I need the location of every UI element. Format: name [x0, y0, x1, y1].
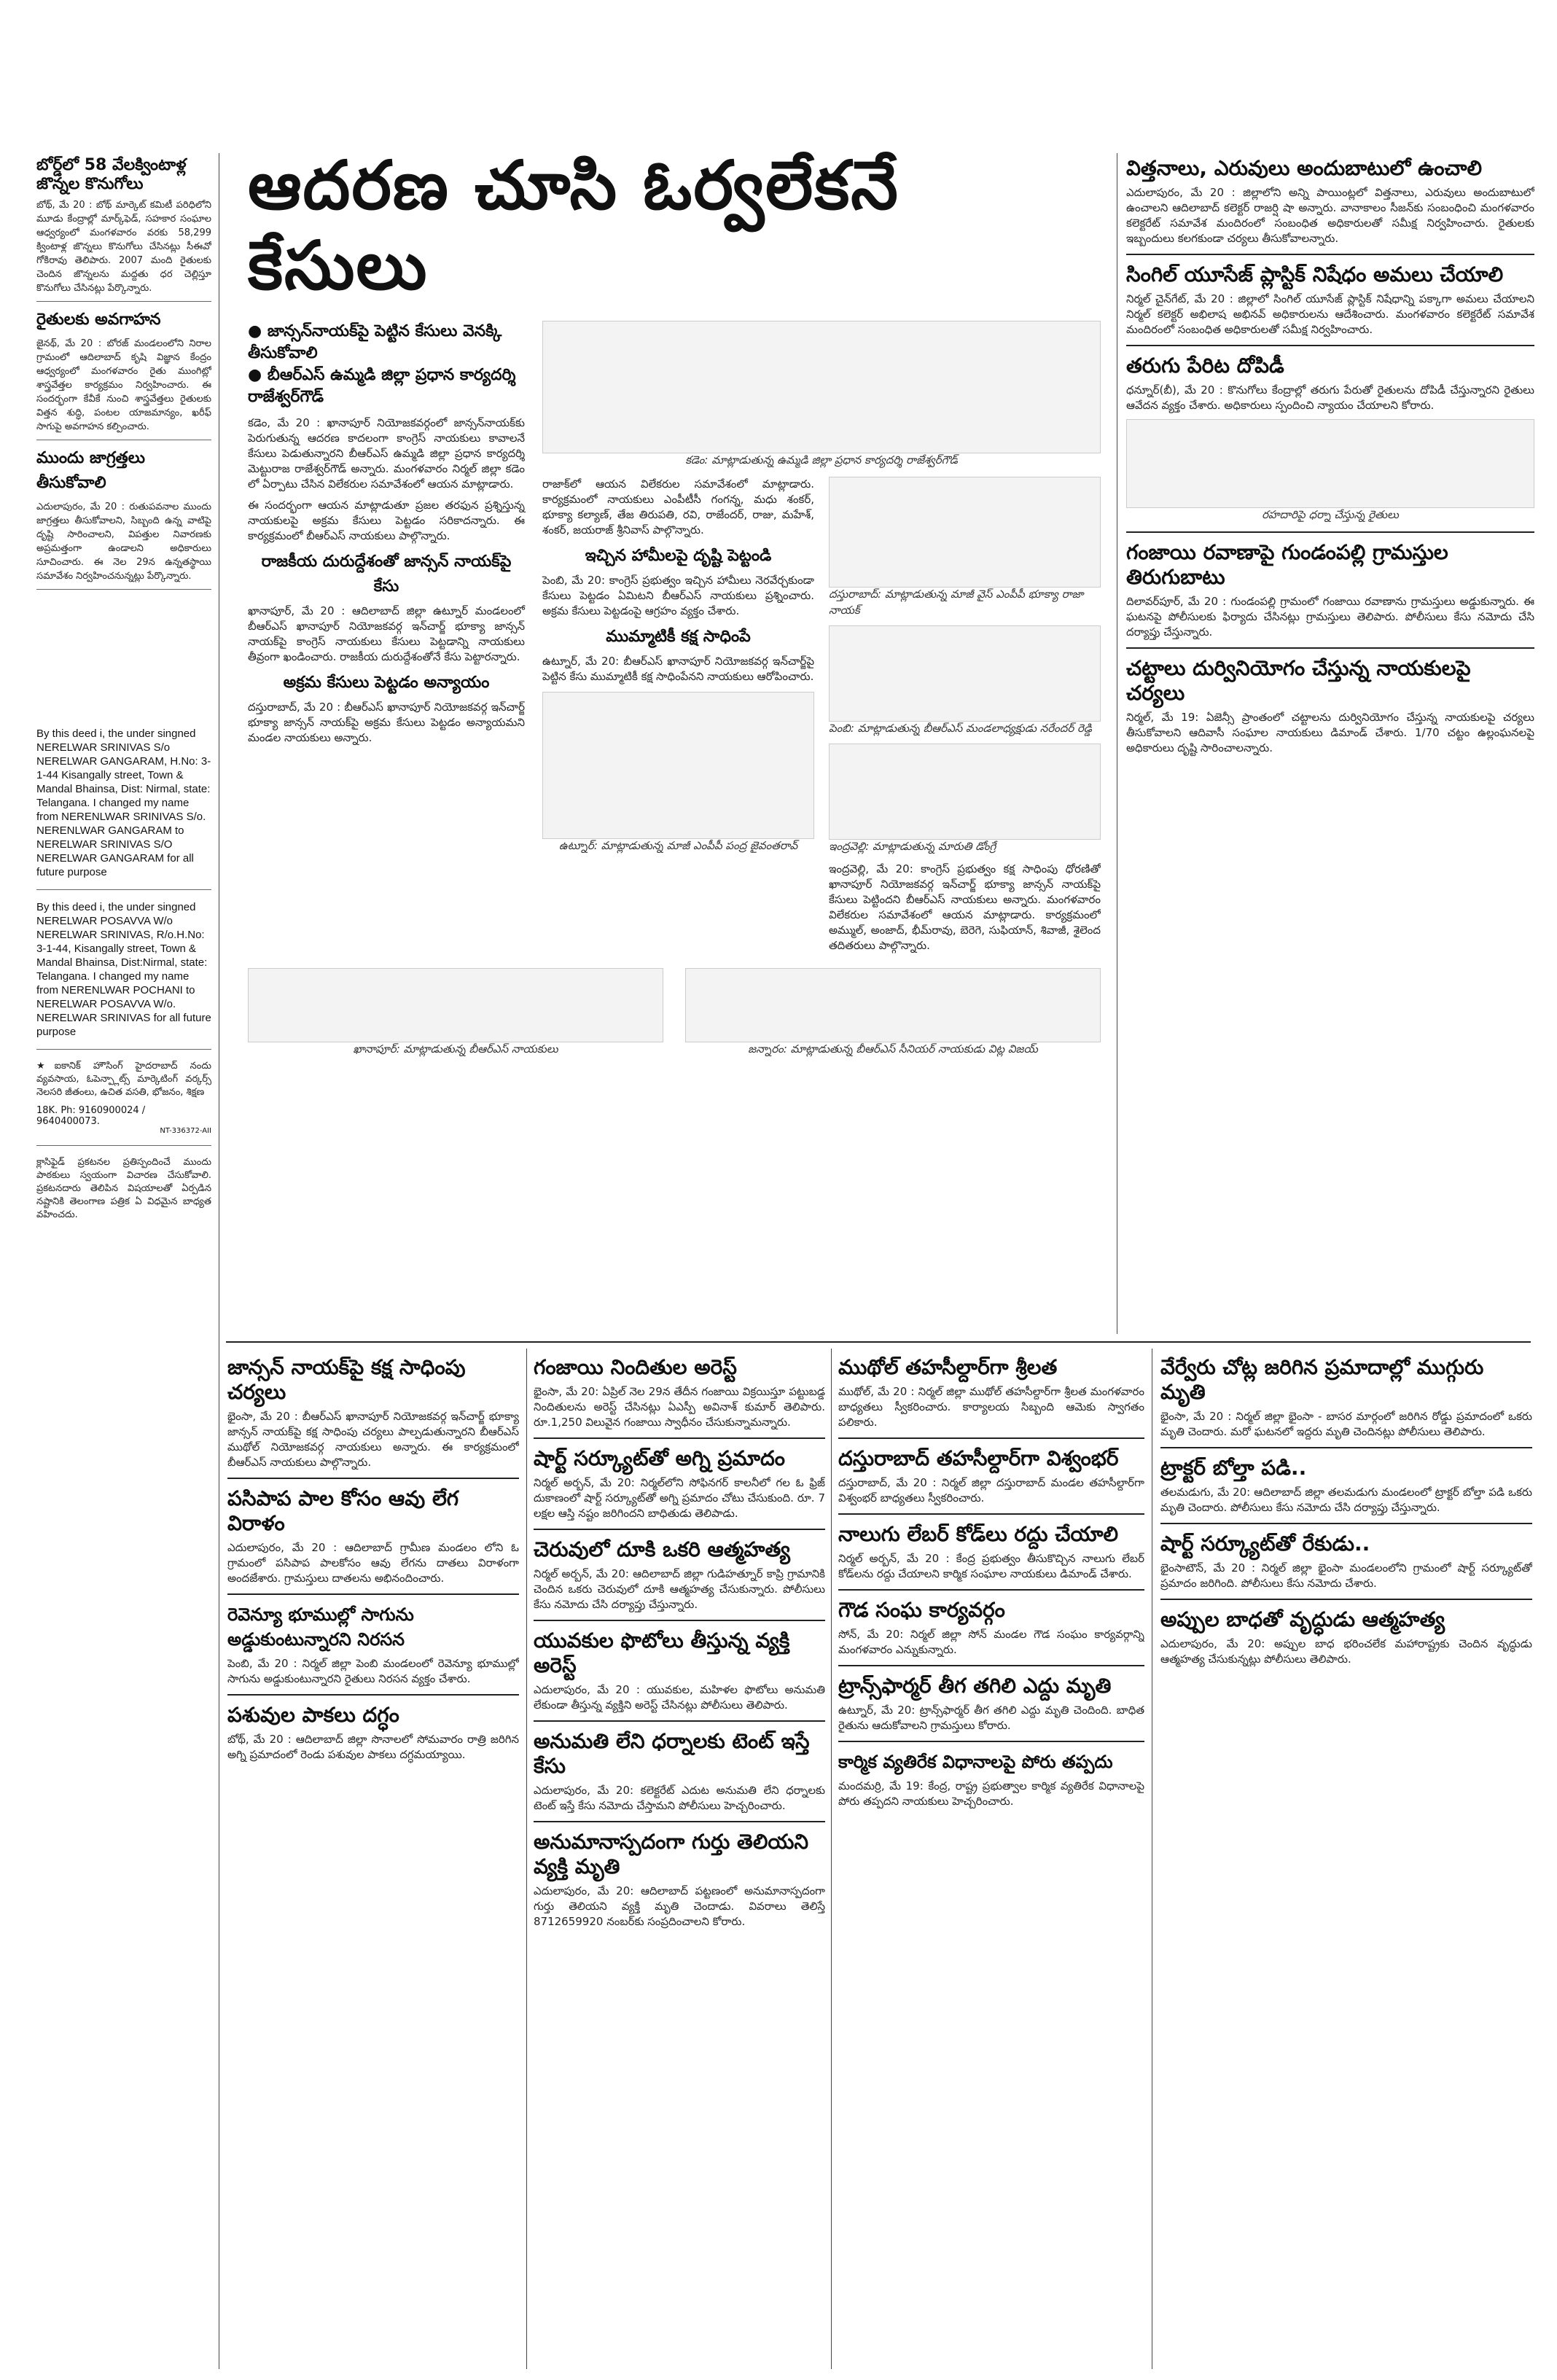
b4-headline-1: వేర్వేరు చోట్ల జరిగిన ప్రమాదాల్లో ముగ్గురు మృతి — [1160, 1355, 1484, 1404]
b3-headline-3: నాలుగు లేబర్ కోడ్‌లు రద్దు చేయాలి — [838, 1522, 1119, 1546]
main-para-3: ఖానాపూర్, మే 20 : ఆదిలాబాద్ జిల్లా ఉట్నూర్ మండలంలో బీఆర్ఎస్ ఖానాపూర్ నియోజకవర్గ ఇన్‌చార్జ్ భూక్యా జాన్సన్ నాయక్‌పై కాంగ్రెస్ నాయకులు కేసులు పెట్టడాన్ని నాయకులు తీవ్రంగా ఖండించారు. రాజకీయ దురుద్దేశంతోనే కేసు పెట్టారన్నారు. — [248, 604, 525, 663]
left-body-3: ఎదులాపురం, మే 20 : రుతుపవనాల ముందు జాగ్రత్తలు తీసుకోవాలని, సిబ్బంది ఉన్న వాటిపై దృష్టి సారించాలని, విపత్తుల నివారణకు అప్రమత్తంగా ఉండాలని అధికారులు సూచించారు. ఈ నెల 29న ఉన్నతస్థాయి సమావేశం నిర్వహించనున్నట్లు పేర్కొన్నారు. — [36, 502, 211, 582]
caption-utnoor: ఉట్నూర్: మాట్లాడుతున్న మాజీ ఎంపీపీ పంద్ర జైవంతరావ్ — [558, 839, 798, 852]
col2-para-3: ఉట్నూర్, మే 20: బీఆర్ఎస్ ఖానాపూర్ నియోజకవర్గ ఇన్‌చార్జ్‌పై పెట్టిన కేసు ముమ్మాటికీ కక్ష సాధింపేనని నాయకులు ఆరోపించారు. — [542, 655, 814, 683]
b3-headline-1: ముథోల్ తహసీల్దార్‌గా శ్రీలత — [838, 1355, 1058, 1379]
b3-body-4: సోన్, మే 20: నిర్మల్ జిల్లా సోన్ మండల గౌడ సంఘం కార్యవర్గాన్ని మంగళవారం ఎన్నుకున్నారు. — [838, 1628, 1144, 1656]
column-rule — [526, 1349, 527, 2369]
b4-body-1: భైంసా, మే 20 : నిర్మల్ జిల్లా భైంసా - బాసర మార్గంలో జరిగిన రోడ్డు ప్రమాదంలో ఒకరు మృతి చెందారు. మరో ఘటనలో ఇద్దరు మృతి చెందినట్లు పోలీసులు తెలిపారు. — [1160, 1410, 1532, 1438]
b1-headline-2: పసిపాప పాల కోసం ఆవు లేగ విరాళం — [227, 1486, 459, 1535]
photo-jannaram — [685, 968, 1101, 1042]
section-divider — [226, 1341, 1531, 1343]
right-body-2: నిర్మల్ చైన్‌గేట్, మే 20 : జిల్లాలో సింగిల్ యూసేజ్ ప్లాస్టిక్ నిషేధాన్ని పక్కాగా అమలు చేయాలని నిర్మల్ కలెక్టర్ అభిలాష అభినవ్ అధికారులను ఆదేశించారు. మంగళవారం కలెక్టరేట్ సమావేశ మందిరంలో సంబంధిత అధికారులతో సమీక్ష నిర్వహించారు. — [1126, 292, 1534, 336]
photo-dasturabad — [829, 477, 1101, 588]
b4-headline-3: షార్ట్ సర్క్యూట్‌తో రేకుడు.. — [1160, 1532, 1370, 1556]
col3-para: ఇంద్రవెల్లి, మే 20: కాంగ్రెస్ ప్రభుత్వం కక్ష సాధింపు ధోరణితో ఖానాపూర్ నియోజకవర్గ ఇన్‌చార్జ్ భూక్యా జాన్సన్ నాయక్‌పై కేసులు పెట్టిందని బీఆర్ఎస్ నాయకులు అన్నారు. మంగళవారం విలేకరుల సమావేశంలో ఆయన మాట్లాడారు. కార్యక్రమంలో అమ్ముల్, అంజాద్, భీమ్‌రావు, బెరెగె, సుఫియాన్, శివాజీ, శైలెంద తదితరులు పాల్గొన్నారు. — [829, 862, 1101, 952]
b2-headline-4: యువకుల ఫొటోలు తీస్తున్న వ్యక్తి అరెస్ట్ — [534, 1628, 790, 1677]
b2-headline-3: చెరువులో దూకి ఒకరి ఆత్మహత్య — [534, 1537, 790, 1561]
b1-body-4: బోథ్, మే 20 : ఆదిలాబాద్ జిల్లా సొనాలలో సోమవారం రాత్రి జరిగిన అగ్ని ప్రమాదంలో రెండు పశువుల పాకలు దగ్ధమయ్యాయి. — [227, 1733, 519, 1761]
b3-body-5: ఉట్నూర్, మే 20: ట్రాన్స్‌ఫార్మర్ తీగ తగిలి ఎద్దు మృతి చెందింది. బాధిత రైతును ఆదుకోవాలని గ్రామస్తులు కోరారు. — [838, 1704, 1144, 1732]
col2-sub-1: ఇచ్చిన హామీలపై దృష్టి పెట్టండి — [585, 547, 772, 565]
b2-body-1: భైంసా, మే 20: ఏప్రిల్ నెల 29న తేదీన గంజాయి విక్రయిస్తూ పట్టుబడ్డ నిందితులను అరెస్ట్ చేసినట్లు ఏఎస్పీ అవినాశ్ కుమార్ తెలిపారు. రూ.1,250 విలువైన గంజాయి స్వాధీనం చేసుకున్నామన్నారు. — [534, 1385, 825, 1429]
b1-body-2: ఎదులాపురం, మే 20 : ఆదిలాబాద్ గ్రామీణ మండలం లోని ఓ గ్రామంలో పసిపాప పాలకోసం ఆవు లేగను దాతలు విరాళంగా అందజేశారు. గ్రామస్తులు దాతలను అభినందించారు. — [227, 1541, 519, 1585]
b3-body-2: దస్తురాబాద్, మే 20 : నిర్మల్ జిల్లా దస్తురాబాద్ మండల తహసీల్దార్‌గా విశ్వంభర్ బాధ్యతలు స్వీకరించారు. — [838, 1476, 1144, 1505]
b2-body-6: ఎదులాపురం, మే 20: ఆదిలాబాద్ పట్టణంలో అనుమానాస్పదంగా గుర్తు తెలియని వ్యక్తి మృతి చెందాడు. వివరాలు తెలిస్తే 8712659920 నంబర్‌కు సంప్రదించాలని కోరారు. — [534, 1884, 825, 1928]
caption-kadem: కడెం: మాట్లాడుతున్న ఉమ్మడి జిల్లా ప్రధాన కార్యదర్శి రాజేశ్వర్‌గౌడ్ — [685, 453, 958, 467]
right-body-5: నిర్మల్, మే 19: ఏజెన్సీ ప్రాంతంలో చట్టాలను దుర్వినియోగం చేస్తున్న నాయకులపై చర్యలు తీసుకోవాలని ఆదివాసీ సంఘాల నాయకులు డిమాండ్ చేశారు. 1/70 చట్టం ఉల్లంఘనలపై అధికారులు దృష్టి సారించాలన్నారు. — [1126, 711, 1534, 754]
b2-body-5: ఎదులాపురం, మే 20: కలెక్టరేట్ ఎదుట అనుమతి లేని ధర్నాలకు టెంట్ ఇస్తే కేసు నమోదు చేస్తామని పోలీసులు హెచ్చరించారు. — [534, 1784, 825, 1812]
caption-dasturabad: దస్తురాబాద్: మాట్లాడుతున్న మాజీ వైస్ ఎంపీపీ భూక్యా రాజా నాయక్ — [829, 588, 1084, 617]
b2-headline-2: షార్ట్ సర్క్యూట్‌తో అగ్ని ప్రమాదం — [534, 1446, 786, 1470]
name-change-notice-2: By this deed i, the under singned NERELWAR POSAVVA W/o NERELWAR SRINIVAS, R/o.H.No: 3-1-44, Kisangally street, Town & Mandal Bhainsa, Dist:Nirmal, state: Telangana. I changed my name from NERENLWAR POCHANI to NERELWAR POSAVVA W/o. NERELWAR SRINIVAS for all future purpose — [36, 901, 211, 1038]
main-para-4: దస్తురాబాద్, మే 20 : బీఆర్ఎస్ ఖానాపూర్ నియోజకవర్గ ఇన్‌చార్జ్ భూక్యా జాన్సన్ నాయక్‌పై అక్రమ కేసులు పెట్టడం అన్యాయమని మండల నాయకులు అన్నారు. — [248, 701, 525, 744]
photo-kadem — [542, 321, 1101, 453]
left-body-2: జైనథ్, మే 20 : బోరజ్ మండలంలోని నిరాల గ్రామంలో ఆదిలాబాద్ కృషి విజ్ఞాన కేంద్రం ఆధ్వర్యంలో మంగళవారం రైతు ముంగిట్లో శాస్త్రవేత్తల కార్యక్రమం నిర్వహించారు. ఈ సందర్భంగా కేవీకే నుంచి శాస్త్రవేత్తలు రైతులకు విత్తన శుద్ధి, పంటల యాజమాన్యం, ఖరీఫ్ సాగుపై అవగాహన కల్పించారు. — [36, 338, 211, 432]
b3-headline-5: ట్రాన్స్‌ఫార్మర్ తీగ తగిలి ఎద్దు మృతి — [838, 1674, 1112, 1698]
caption-indravelli: ఇంద్రవెల్లి: మాట్లాడుతున్న మారుతి డోంగ్రే — [829, 840, 996, 853]
bottom-column-1 — [227, 1352, 519, 2369]
b4-headline-4: అప్పుల బాధతో వృద్ధుడు ఆత్మహత్య — [1160, 1607, 1445, 1631]
right-body-4: దిలావర్‌పూర్, మే 20 : గుండంపల్లి గ్రామంలో గంజాయి రవాణాను గ్రామస్తులు అడ్డుకున్నారు. ఈ ఘటనపై పోలీసులకు ఫిర్యాదు చేసినట్లు గ్రామస్తులు తెలిపారు. పోలీసులు కేసు నమోదు చేసి దర్యాప్తు చేస్తున్నారు. — [1126, 595, 1534, 639]
disclaimer: క్లాసిఫైడ్ ప్రకటనల ప్రతిస్పందించే ముందు పాఠకులు స్వయంగా విచారణ చేసుకోవాలి. ప్రకటనదారు తెలిపిన విషయాలతో ఏర్పడిన నష్టానికి తెలంగాణ పత్రిక ఏ విధమైన బాధ్యత వహించదు. — [36, 1157, 211, 1220]
ad-phone: 18K. Ph: 9160900024 / 9640400073. — [36, 1105, 146, 1127]
b2-body-4: ఎదులాపురం, మే 20 : యువకుల, మహిళల ఫొటోలు అనుమతి లేకుండా తీస్తున్న వ్యక్తిని అరెస్ట్ చేసినట్లు పోలీసులు తెలిపారు. — [534, 1683, 825, 1712]
name-change-notice-1: By this deed i, the under singned NERELWAR SRINIVAS S/o NERELWAR GANGARAM, H.No: 3-1-44 Kisangally street, Town & Mandal Bhainsa, Dist: Nirmal, state: Telangana. I changed my name from NERENLWAR SRINIVAS S/o. NERENLWAR GANGARAM to NERELWAR SRINIVAS S/O NERELWAR GANGARAM for all future purpose — [36, 727, 211, 878]
caption-jannaram: జన్నారం: మాట్లాడుతున్న బీఆర్ఎస్ సీనియర్ నాయకుడు విట్ల విజయ్ — [748, 1042, 1038, 1056]
b1-body-1: భైంసా, మే 20 : బీఆర్ఎస్ ఖానాపూర్ నియోజకవర్గ ఇన్‌చార్జ్ భూక్యా జాన్సన్ నాయక్‌పై కక్ష సాధింపు చర్యలు పాల్పడుతున్నారని బీఆర్ఎస్ ముథోల్ నియోజకవర్గ నాయకులు అన్నారు. ఈ కార్యక్రమంలో బీఆర్ఎస్ నాయకులు పాల్గొన్నారు. — [227, 1410, 519, 1469]
left-headline-3: ముందు జాగ్రత్తలు తీసుకోవాలి — [36, 449, 146, 492]
b4-body-3: భైంసాటౌన్, మే 20 : నిర్మల్ జిల్లా భైంసా మండలంలోని గ్రామంలో షార్ట్ సర్క్యూట్‌తో ప్రమాదం జరిగింది. పోలీసులు కేసు నమోదు చేశారు. — [1160, 1561, 1532, 1590]
left-headline-2: రైతులకు అవగాహన — [36, 311, 161, 329]
bottom-column-4 — [1160, 1352, 1532, 2369]
main-headline: ఆదరణ చూసి ఓర్వలేకనే కేసులు — [248, 147, 900, 305]
main-sub-2: అక్రమ కేసులు పెట్టడం అన్యాయం — [283, 674, 490, 692]
b3-headline-4: గౌడ సంఘ కార్యవర్గం — [838, 1598, 1005, 1622]
left-headline-1: బోర్డ్‌లో 58 వేలక్వింటాళ్ల జొన్నల కొనుగోలు — [36, 156, 187, 193]
b3-body-3: నిర్మల్ అర్బన్, మే 20 : కేంద్ర ప్రభుత్వం తీసుకొచ్చిన నాలుగు లేబర్ కోడ్‌లను రద్దు చేయాలని కార్మిక సంఘాల నాయకులు డిమాండ్ చేశారు. — [838, 1552, 1144, 1580]
b1-headline-4: పశువుల పాకలు దగ్ధం — [227, 1703, 399, 1727]
b3-body-6: మందమర్రి, మే 19: కేంద్ర, రాష్ట్ర ప్రభుత్వాల కార్మిక వ్యతిరేక విధానాలపై పోరు తప్పదని నాయకులు హెచ్చరించారు. — [838, 1779, 1144, 1808]
b1-body-3: పెంబి, మే 20 : నిర్మల్ జిల్లా పెంబి మండలంలో రెవెన్యూ భూముల్లో సాగును అడ్డుకుంటున్నారని రైతులు నిరసన వ్యక్తం చేశారు. — [227, 1657, 519, 1685]
column-rule — [831, 1349, 832, 2369]
b2-body-2: నిర్మల్ అర్బన్, మే 20: నిర్మల్‌లోని సోఫినగర్ కాలనీలో గల ఓ ఫ్రిజ్ దుకాణంలో షార్ట్ సర్క్యూట్‌తో అగ్ని ప్రమాదం చోటు చేసుకుంది. రూ. 7 లక్షల ఆస్తి నష్టం జరిగిందని బాధితుడు తెలిపాడు. — [534, 1476, 825, 1520]
b1-headline-1: జాన్సన్ నాయక్‌పై కక్ష సాధింపు చర్యలు — [227, 1355, 466, 1404]
right-headline-5: చట్టాలు దుర్వినియోగం చేస్తున్న నాయకులపై చర్యలు — [1126, 656, 1471, 705]
col2-sub-2: ముమ్మాటికీ కక్ష సాధింపే — [606, 628, 751, 646]
b3-body-1: ముథోల్, మే 20 : నిర్మల్ జిల్లా ముథోల్ తహసీల్దార్‌గా శ్రీలత మంగళవారం బాధ్యతలు స్వీకరించారు. కార్యాలయ సిబ్బంది ఆమెకు స్వాగతం పలికారు. — [838, 1385, 1144, 1429]
right-headline-4: గంజాయి రవాణాపై గుండంపల్లి గ్రామస్తుల తిరుగుబాటు — [1126, 540, 1448, 589]
photo-farmers-protest — [1126, 419, 1534, 508]
b4-body-4: ఎదులాపురం, మే 20: అప్పుల బాధ భరించలేక మహారాష్ట్రకు చెందిన వృద్ధుడు ఆత్మహత్య చేసుకున్నట్లు పోలీసులు తెలిపారు. — [1160, 1637, 1532, 1666]
caption-khanapur: ఖానాపూర్: మాట్లాడుతున్న బీఆర్ఎస్ నాయకులు — [353, 1042, 558, 1056]
right-column — [1126, 153, 1534, 1334]
right-body-1: ఎదులాపురం, మే 20 : జిల్లాలోని అన్ని పాయింట్లలో విత్తనాలు, ఎరువులు అందుబాటులో ఉంచాలని ఆదిలాబాద్ కలెక్టర్ రాజర్షి షా అన్నారు. వానాకాలం సీజన్‌కు సంబంధించి మంగళవారం కలెక్టరేట్ సమావేశ మందిరంలో సంబంధిత అధికారులతో సమీక్ష నిర్వహించారు. రైతులకు ఇబ్బందులు కలగకుండా చర్యలు తీసుకోవాలన్నారు. — [1126, 186, 1534, 245]
b3-headline-6: కార్మిక వ్యతిరేక విధానాలపై పోరు తప్పదు — [838, 1752, 1113, 1772]
col2-para-1: రాజాక్‌లో ఆయన విలేకరుల సమావేశంలో మాట్లాడారు. కార్యక్రమంలో నాయకులు ఎంపీటీసీ గంగన్న, మధు శంకర్, భూక్యా కల్యాణ్, తేజ తిరుపతి, రవి, రాజేందర్, రాజు, మహేశ్, శంకర్, జయరాజ్ శ్రీనివాస్ పాల్గొన్నారు. — [542, 477, 814, 537]
classified-ad: ★ఐకానిక్ హౌసింగ్ హైదరాబాద్ నందు వ్యవసాయ, ఓపెన్ప్లాట్స్ మార్కెటింగ్ వర్కర్స్ నెలసరి జీతంలు, ఉచిత వసతి, భోజనం, శిక్షణ — [36, 1061, 211, 1098]
right-headline-2: సింగిల్ యూసేజ్ ప్లాస్టిక్ నిషేధం అమలు చేయాలి — [1126, 262, 1504, 286]
b4-headline-2: ట్రాక్టర్ బోల్తా పడి.. — [1160, 1456, 1307, 1480]
b2-headline-5: అనుమతి లేని ధర్నాలకు టెంట్ ఇస్తే కేసు — [534, 1729, 810, 1778]
bottom-column-3 — [838, 1352, 1144, 2369]
left-column — [36, 153, 211, 2369]
main-story — [248, 146, 1101, 1341]
b2-body-3: నిర్మల్ అర్బన్, మే 20: ఆదిలాబాద్ జిల్లా గుడిహత్నూర్ కాప్రి గ్రామానికి చెందిన ఒకరు చెరువులో దూకి ఆత్మహత్య చేసుకున్నారు. పోలీసులు కేసు నమోదు చేసి దర్యాప్తు చేస్తున్నారు. — [534, 1567, 825, 1611]
photo-pembi — [829, 625, 1101, 722]
main-bullet-2: ● బీఆర్ఎస్ ఉమ్మడి జిల్లా ప్రధాన కార్యదర్శి రాజేశ్వర్‌గౌడ్ — [248, 366, 516, 406]
right-headline-1: విత్తనాలు, ఎరువులు అందుబాటులో ఉంచాలి — [1126, 156, 1483, 180]
b2-headline-1: గంజాయి నిందితుల అరెస్ట్ — [534, 1355, 737, 1379]
photo-indravelli — [829, 744, 1101, 840]
caption-farmers-protest: రహదారిపై ధర్నా చేస్తున్న రైతులు — [1262, 508, 1399, 521]
main-bullet-1: ● జాన్సన్‌నాయక్‌పై పెట్టిన కేసులు వెనక్కి తీసుకోవాలి — [248, 322, 502, 362]
main-para-1: కడెం, మే 20 : ఖానాపూర్ నియోజకవర్గంలో జాన్సన్‌నాయక్‌కు పెరుగుతున్న ఆదరణ కాదలంగా కాంగ్రెస్ నాయకులు కావాలనే కేసులు పెడుతున్నారని బీఆర్ఎస్ ఉమ్మడి జిల్లా ప్రధాన కార్యదర్శి మెట్టురాజ రాజేశ్వర్‌గౌడ్ అన్నారు. మంగళవారం నిర్మల్ జిల్లా కడెం లో ఏర్పాటు చేసిన విలేకరుల సమావేశంలో ఆయన మాట్లాడారు. — [248, 416, 525, 491]
photo-utnoor — [542, 692, 814, 839]
b2-headline-6: అనుమానాస్పదంగా గుర్తు తెలియని వ్యక్తి మృతి — [534, 1830, 809, 1878]
bottom-column-2 — [534, 1352, 825, 2369]
caption-pembi: పెంబి: మాట్లాడుతున్న బీఆర్ఎస్ మండలాధ్యక్షుడు నరేందర్ రెడ్డి — [829, 722, 1093, 735]
right-body-3: ధన్నూర్(బీ), మే 20 : కొనుగోలు కేంద్రాల్లో తరుగు పేరుతో రైతులను దోపిడీ చేస్తున్నారని రైతులు ఆవేదన వ్యక్తం చేశారు. అధికారులు స్పందించి న్యాయం చేయాలని కోరారు. — [1126, 383, 1534, 412]
col2-para-2: పెంబి, మే 20: కాంగ్రెస్ ప్రభుత్వం ఇచ్చిన హామీలు నెరవేర్చకుండా కేసులు పెట్టడం ఏమిటని బీఆర్ఎస్ నాయకులు ప్రశ్నించారు. అక్రమ కేసులు పెట్టడంపై ఆగ్రహం వ్యక్తం చేశారు. — [542, 574, 814, 617]
b1-headline-3: రెవెన్యూ భూముల్లో సాగును అడ్డుకుంటున్నారని నిరసన — [227, 1604, 414, 1650]
main-sub-1: రాజకీయ దురుద్దేశంతో జాన్సన్ నాయక్‌పై కేసు — [261, 553, 512, 596]
ad-code: NT-336372-AII — [160, 1127, 211, 1135]
photo-khanapur — [248, 968, 663, 1042]
right-headline-3: తరుగు పేరిట దోపిడీ — [1126, 354, 1284, 378]
left-body-1: బోథ్, మే 20 : బోథ్ మార్కెట్ కమిటీ పరిధిలోని మూడు కేంద్రాల్లో మార్క్‌ఫెడ్, సహకార సంఘాల ఆధ్వర్యంలో మంగళవారం వరకు 58,299 క్వింటాళ్ల జొన్నలు కొనుగోలు చేసినట్లు సీఈవో గోకిరావు తెలిపారు. 2007 మంది రైతులకు చెందిన జొన్నలను మద్దతు ధర చెల్లిస్తూ కొనుగోలు చేసినట్లు పేర్కొన్నారు. — [36, 200, 211, 294]
main-para-2: ఈ సందర్భంగా ఆయన మాట్లాడుతూ ప్రజల తరఫున ప్రశ్నిస్తున్న నాయకులపై అక్రమ కేసులు పెట్టడం సరికాదన్నారు. ఈ కార్యక్రమంలో బీఆర్ఎస్ నాయకులు పాల్గొన్నారు. — [248, 499, 525, 542]
b3-headline-2: దస్తురాబాద్ తహసీల్దార్‌గా విశ్వంభర్ — [838, 1446, 1119, 1470]
b4-body-2: తలమడుగు, మే 20: ఆదిలాబాద్ జిల్లా తలమడుగు మండలంలో ట్రాక్టర్ బోల్తా పడి ఒకరు మృతి చెందారు. పోలీసులు కేసు నమోదు చేసి దర్యాప్తు చేస్తున్నారు. — [1160, 1486, 1532, 1514]
